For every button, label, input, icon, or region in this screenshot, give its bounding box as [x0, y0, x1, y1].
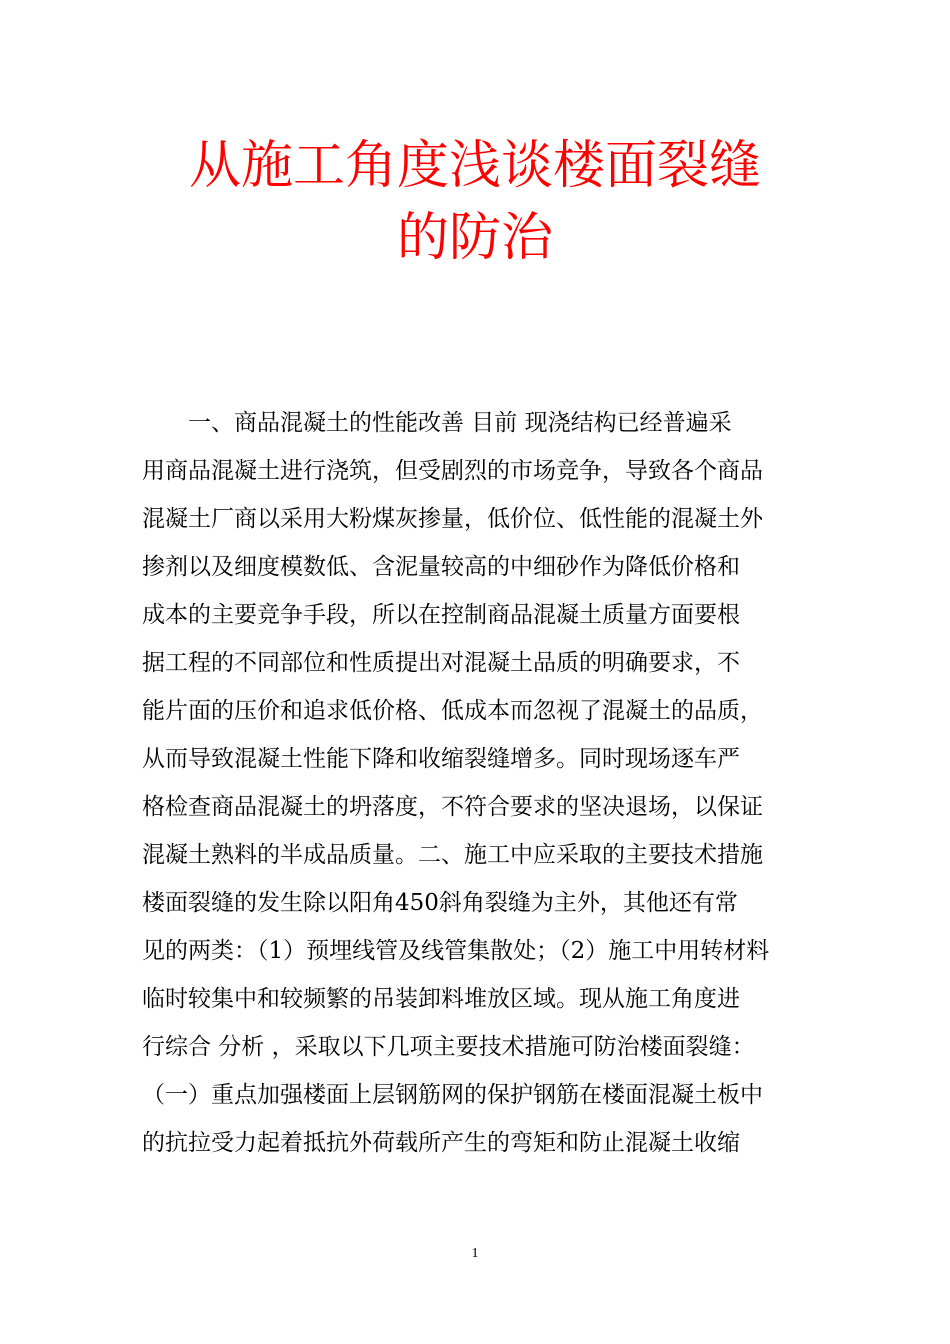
body-line-9: 格检查商品混凝土的坍落度，不符合要求的坚决退场，以保证	[142, 794, 763, 820]
document-title-line-1: 从施工角度浅谈楼面裂缝	[188, 136, 761, 196]
body-line-14: 行综合 分析 ，采取以下几项主要技术措施可防治楼面裂缝：	[142, 1034, 755, 1060]
body-line-10: 混凝土熟料的半成品质量。二、施工中应采取的主要技术措施	[142, 842, 763, 868]
body-line-2: 用商品混凝土进行浇筑，但受剧烈的市场竞争，导致各个商品	[142, 458, 763, 484]
body-line-16: 的抗拉受力起着抵抗外荷载所产生的弯矩和防止混凝土收缩	[142, 1130, 740, 1156]
body-line-3: 混凝土厂商以采用大粉煤灰掺量，低价位、低性能的混凝土外	[142, 506, 763, 532]
body-line-7: 能片面的压价和追求低价格、低成本而忽视了混凝土的品质，	[142, 698, 763, 724]
page-number: 1	[471, 1246, 479, 1261]
body-line-5: 成本的主要竞争手段，所以在控制商品混凝土质量方面要根	[142, 602, 740, 628]
document-title-line-2: 的防治	[396, 208, 553, 268]
body-line-11: 楼面裂缝的发生除以阳角450斜角裂缝为主外，其他还有常	[142, 890, 738, 916]
body-line-12: 见的两类：（1）预埋线管及线管集散处；（2）施工中用转材料	[142, 938, 770, 964]
body-line-4: 掺剂以及细度模数低、含泥量较高的中细砂作为降低价格和	[142, 554, 740, 580]
body-line-6: 据工程的不同部位和性质提出对混凝土品质的明确要求，不	[142, 650, 740, 676]
body-line-13: 临时较集中和较频繁的吊装卸料堆放区域。现从施工角度进	[142, 986, 740, 1012]
body-line-8: 从而导致混凝土性能下降和收缩裂缝增多。同时现场逐车严	[142, 746, 740, 772]
body-line-1: 一、商品混凝土的性能改善 目前 现浇结构已经普遍采	[142, 410, 732, 436]
body-line-15: （一）重点加强楼面上层钢筋网的保护钢筋在楼面混凝土板中	[142, 1082, 763, 1108]
